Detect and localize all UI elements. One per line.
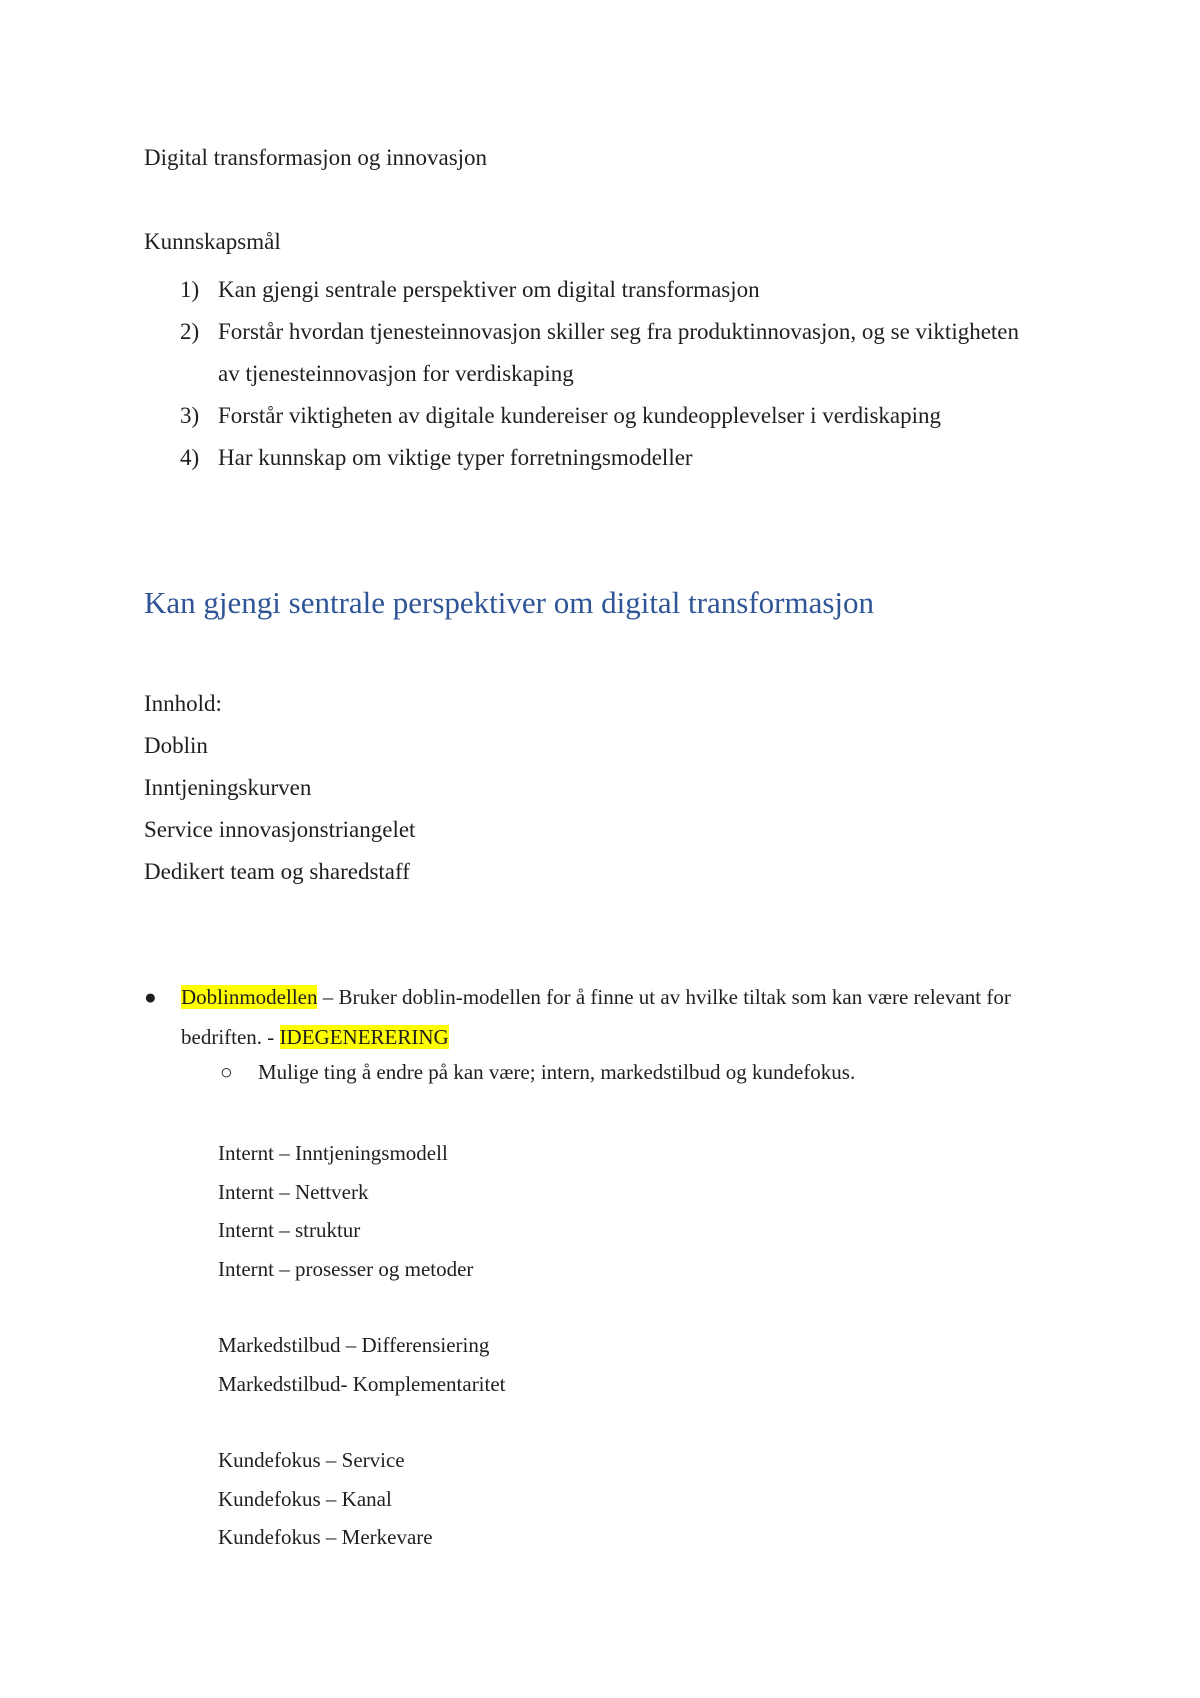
category-row: Kundefokus – Service [218,1448,405,1472]
highlight-doblinmodellen: Doblinmodellen [181,985,318,1009]
goal-item [180,269,1040,311]
doblin-description: – Bruker doblin-modellen for å finne ut av hvilke tiltak som kan være relevant for bedriften. - [181,985,1011,1049]
category-row: Kundefokus – Merkevare [218,1525,433,1549]
highlight-idegenerering: IDEGENERERING [279,1025,449,1049]
category-group-internt [218,1134,506,1288]
sub-bullet-text: Mulige ting å endre på kan være; intern, markedstilbud og kundefokus. [258,1060,856,1084]
category-group-kundefokus [218,1441,506,1557]
goal-number: 2) [180,319,200,344]
goals-list [180,269,1040,479]
category-row: Kundefokus – Kanal [218,1486,392,1511]
document-title: Digital transformasjon og innovasjon [144,145,488,170]
goal-item [180,437,1040,479]
goal-text: Forstår viktigheten av digitale kundereiser og kundeopplevelser i verdiskaping [218,403,942,428]
contents-item: Doblin [144,733,208,758]
goal-text: Forstår hvordan tjenesteinnovasjon skiller seg fra produktinnovasjon, og se viktigheten av tjenesteinnovasjon for verdiskaping [218,319,1020,386]
category-group-markedstilbud [218,1326,506,1403]
contents-list [144,683,415,893]
category-row: Internt – Inntjeningsmodell [218,1141,448,1165]
goal-item [180,311,1040,395]
category-row: Markedstilbud- Komplementaritet [218,1371,506,1396]
contents-item: Dedikert team og sharedstaff [144,859,410,884]
contents-label: Innhold: [144,691,222,716]
goal-number: 3) [180,403,200,428]
doblin-bullet [144,977,1084,1057]
category-row: Internt – Nettverk [218,1179,369,1204]
doblin-categories [218,1134,506,1557]
doblin-sub-bullet [220,1057,855,1087]
goals-heading: Kunnskapsmål [144,229,281,254]
category-row: Markedstilbud – Differensiering [218,1333,490,1357]
category-row: Internt – struktur [218,1218,361,1242]
contents-item: Service innovasjonstriangelet [144,817,416,842]
doblin-bullet-text [181,977,1084,1057]
goal-text: Kan gjengi sentrale perspektiver om digital transformasjon [218,277,760,302]
category-row: Internt – prosesser og metoder [218,1256,474,1281]
goal-text: Har kunnskap om viktige typer forretningsmodeller [218,445,693,470]
goal-number: 1) [180,277,200,302]
goal-item [180,395,1040,437]
goal-number: 4) [180,445,200,470]
bullet-dot-icon: ● [144,985,157,1009]
circle-bullet-icon: ○ [220,1060,233,1084]
section-heading: Kan gjengi sentrale perspektiver om digital transformasjon [144,585,875,620]
contents-item: Inntjeningskurven [144,775,312,800]
